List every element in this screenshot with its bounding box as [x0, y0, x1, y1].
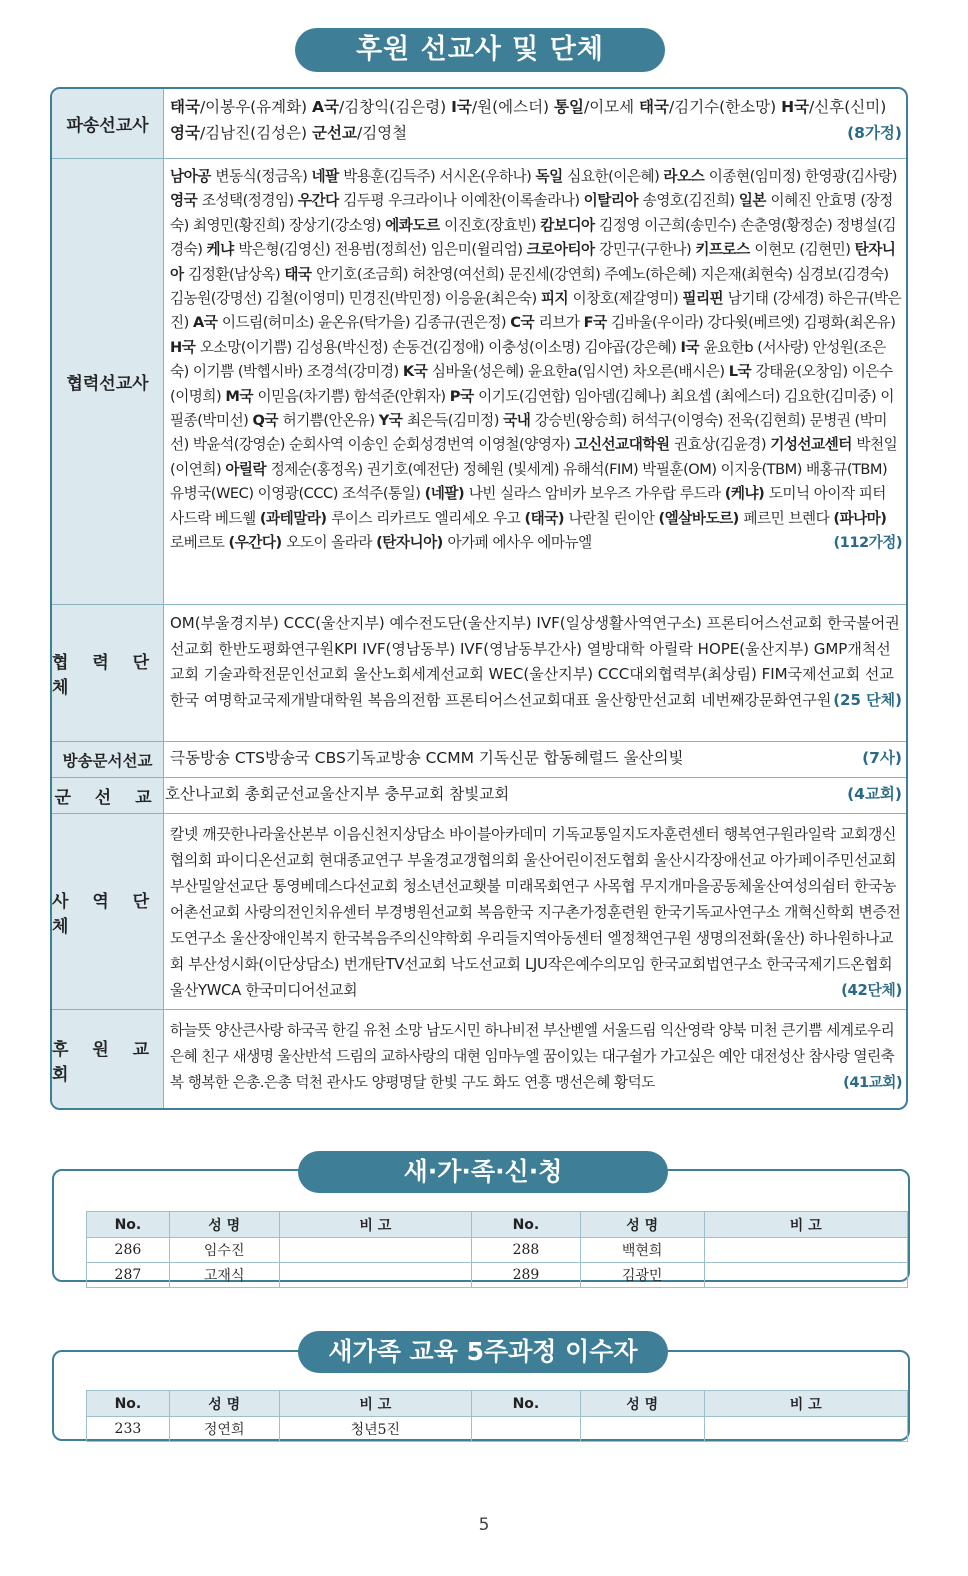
table-cell: 287: [87, 1263, 170, 1288]
section-row: [52, 814, 908, 1010]
section-heading-text: I국: [451, 98, 472, 116]
section-text: 권효상(김윤경): [674, 436, 771, 454]
section-text: /김남진(김성은): [199, 123, 313, 142]
section-text: 이믿음(차기쁨) 함석준(안휘자): [257, 387, 450, 405]
section-heading-text: 남아공: [170, 168, 216, 185]
table-header-row: [87, 1391, 908, 1417]
section-heading-text: 기성선교센터: [770, 436, 857, 454]
section-text: 강태윤(오창임) 이은수(이명희): [170, 363, 893, 405]
section-text: 정제순(홍정옥) 권기호(예전단) 정혜원 (빛세계) 유해석(FIM) 박필훈(OM) 이지웅(TBM) 배홍규(TBM) 유병국(WEC) 이영광(CCC) 조석주(통일): [170, 460, 888, 503]
section-text: 나란칠 린이안: [568, 509, 659, 527]
section-heading-text: F국: [583, 314, 612, 332]
table-cell: 289: [472, 1263, 581, 1288]
section-text: 변동식(정금옥): [215, 168, 312, 185]
table-row: [87, 1238, 908, 1263]
section-heading-text: A국: [312, 98, 340, 116]
section-heading-text: (탄자니아): [376, 534, 448, 552]
page-number: 5: [478, 1515, 490, 1535]
section-heading-text: 네팔: [311, 168, 344, 185]
page-title: 후원 선교사 및 단체: [295, 28, 665, 72]
section-heading-text: 영국: [170, 192, 202, 210]
section-text: 안기호(조금희) 허찬영(여선희) 문진세(강연희) 주예노(하은혜) 지은재(최현숙) 심경보(김경숙) 김농원(강명선) 김철(이영미) 민경진(박민정) 이응윤(최은숙): [170, 265, 889, 308]
table-cell: 청년5진: [279, 1417, 471, 1442]
section-row: [52, 778, 908, 814]
section-heading-text: 군선교: [312, 123, 357, 142]
col-header: No.: [472, 1391, 581, 1417]
table-cell: [279, 1238, 471, 1263]
education-title: 새가족 교육 5주과정 이수자: [298, 1331, 668, 1373]
section-heading-text: (과테말라): [259, 509, 332, 527]
col-header: No.: [87, 1391, 170, 1417]
section-text: 이진호(장효빈): [444, 216, 541, 234]
section-heading-text: (엘살바도르): [658, 509, 744, 527]
section-text: 강승빈(왕승희) 허석구(이영숙) 전욱(김현희) 문병권 (박미선) 박윤석(강영순) 순회사역 이송인 순회성경번역 이영철(양영자): [170, 412, 887, 454]
section-content: [170, 95, 902, 146]
table-cell: [704, 1263, 908, 1288]
new-family-title: 새·가·족·신·청: [298, 1151, 668, 1193]
col-header: 성 명: [169, 1212, 279, 1238]
section-content: [170, 611, 902, 713]
section-text: 아가페 에사우 에마뉴엘: [447, 534, 592, 552]
section-heading-text: 키프로스: [695, 241, 755, 259]
section-text: 도미닉 아이작 피터 사드락 베드웰: [170, 485, 886, 527]
section-label: 파송선교사: [52, 89, 164, 158]
section-heading-text: Y국: [378, 412, 407, 430]
mission-table: [50, 87, 908, 1110]
section-content: [170, 822, 902, 1004]
section-text: 남기태 (강세경) 하은규(박은진): [170, 290, 902, 332]
table-cell: 288: [472, 1238, 581, 1263]
section-heading-text: P국: [449, 387, 479, 405]
section-text: 리브가: [538, 314, 584, 332]
table-row: [87, 1263, 908, 1288]
col-header: 성 명: [580, 1391, 704, 1417]
col-header: 비 고: [704, 1212, 908, 1238]
section-heading-text: A국: [192, 314, 222, 332]
section-text: /이봉우(유계화): [199, 98, 313, 116]
section-text: 이창호(제갈영미): [572, 290, 683, 308]
section-heading-text: (태국): [524, 509, 569, 527]
section-total: (42단체): [841, 982, 902, 999]
education-table: [86, 1390, 908, 1442]
section-total: (7사): [862, 749, 902, 767]
section-text: 김바울(우이라) 강다윗(베르엣) 김평화(최온유): [611, 314, 896, 332]
section-text: /원(에스더): [471, 98, 555, 116]
table-cell: 임수진: [169, 1238, 279, 1263]
section-text: 페르민 브렌다: [743, 509, 834, 527]
col-header: No.: [472, 1212, 581, 1238]
section-text: 이혜진 안효명 (장정숙) 최영민(황진희) 장상기(강소영): [170, 192, 893, 234]
section-heading-text: (우간다): [228, 534, 287, 552]
section-text: 이드림(허미소) 윤온유(탁가을) 김종규(권은정): [221, 314, 511, 332]
section-heading-text: 에콰도르: [385, 216, 445, 234]
section-text: /신후(신미): [809, 98, 887, 116]
table-cell: 백현희: [580, 1238, 704, 1263]
section-heading-text: 일본: [738, 192, 771, 210]
section-text: /김창익(김은령): [339, 98, 452, 116]
table-cell: 286: [87, 1238, 170, 1263]
section-heading-text: 영국: [170, 123, 200, 142]
section-text: 이기도(김연합) 임아뎀(김혜나) 최요셉 (최에스더) 김요한(김미중) 이필종(박미선): [170, 387, 894, 430]
col-header: 성 명: [580, 1212, 704, 1238]
table-cell: [279, 1263, 471, 1288]
section-row: [52, 605, 908, 742]
section-label: 후 원 교 회: [52, 1010, 164, 1110]
table-cell: 김광민: [580, 1263, 704, 1288]
section-label: 군 선 교: [52, 778, 164, 813]
section-heading-text: 캄보디아: [540, 216, 600, 234]
section-label: 협력선교사: [52, 159, 164, 604]
col-header: 비 고: [704, 1391, 908, 1417]
section-text: 최은득(김미정): [406, 412, 504, 430]
section-heading-text: 필리핀: [682, 290, 728, 308]
section-text: 오소망(이기쁨) 김성용(박신정) 손동건(김정애) 이충성(이소명) 김야곱(강은혜): [199, 338, 681, 356]
section-text: 김정환(남상옥): [188, 265, 285, 283]
section-text: 하늘뜻 양산큰사랑 하국곡 한길 유천 소망 남도시민 하나비전 부산벧엘 서울드림 익산영락 양북 미천 큰기쁨 세계로우리 은혜 친구 새생명 울산반석 드림의 교하사랑의 대현 임마누엘 꿈이있는 대구쉴가 가고싶은 예안 대전성산 참사랑 열린축복 행복한 은총.은총 덕천 관사도 양평명달 한빛 구도 화도 연흥 맹선은혜 황덕도: [170, 1022, 895, 1091]
section-content: [170, 746, 902, 772]
section-heading-text: 우간다: [297, 192, 344, 210]
section-total: (25 단체): [833, 690, 902, 709]
section-content: [165, 782, 902, 808]
section-text: 루이스 리카르도 엘리세오 우고: [331, 509, 525, 527]
table-cell: [704, 1417, 908, 1442]
section-text: 심요한(이은혜): [567, 168, 664, 185]
section-heading-text: (네팔): [424, 485, 469, 503]
section-heading-text: M국: [225, 387, 258, 405]
section-total: (41교회): [843, 1074, 902, 1091]
section-heading-text: 태국: [284, 265, 317, 283]
table-cell: [472, 1417, 581, 1442]
section-heading-text: 탄자니아: [170, 241, 896, 283]
section-content: [170, 1018, 902, 1096]
section-text: 송영호(김진희): [642, 192, 739, 210]
section-row: [52, 1010, 908, 1110]
table-header-row: [87, 1212, 908, 1238]
col-header: No.: [87, 1212, 170, 1238]
section-heading-text: 케냐: [206, 241, 239, 259]
section-label: 사 역 단 체: [52, 814, 164, 1009]
section-row: [52, 89, 908, 159]
section-text: 이종현(임미정) 한영광(김사랑): [708, 168, 897, 185]
section-heading-text: H국: [781, 98, 810, 116]
section-label: 협 력 단 체: [52, 605, 164, 741]
section-text: 박은형(김영신) 전용범(정희선) 임은미(윌리엄): [238, 241, 527, 259]
section-heading-text: I국: [680, 338, 704, 356]
section-heading-text: 크로아티아: [526, 241, 600, 259]
section-row: [52, 742, 908, 778]
table-cell: [580, 1417, 704, 1442]
section-heading-text: 태국: [170, 98, 200, 116]
section-text: OM(부울경지부) CCC(울산지부) 예수전도단(울산지부) IVF(일상생활사역연구소) 프론티어스선교회 한국불어권선교회 한반도평화연구원KPI IVF(영남동부) IVF(영남동부간사) 열방대학 아릴락 HOPE(울산지부) GMP개척선교회 기술과학전문인선교회 울산노회세계선교회 WEC(울산지부) CCC대외협력부(최상림) FIM국제선교회 선교한국 여명학교국제개발대학원 복음의전함 프론티어스선교회대표 울산항만선교회 네번째강문화연구원: [170, 614, 900, 709]
section-heading-text: C국: [510, 314, 539, 332]
section-heading-text: 국내: [503, 412, 535, 430]
section-text: 김두평 우크라이나 이예찬(이록솔라나): [343, 192, 584, 210]
section-heading-text: 태국: [639, 98, 669, 116]
section-text: 박천일(이연희): [170, 436, 898, 478]
section-heading-text: 아릴락: [225, 460, 271, 478]
new-family-table: [86, 1211, 908, 1288]
section-total: (112가정): [833, 534, 902, 552]
table-row: [87, 1417, 908, 1442]
section-heading-text: Q국: [252, 412, 283, 430]
section-text: /김기수(한소망): [669, 98, 782, 116]
section-heading-text: 이탈리아: [583, 192, 643, 210]
section-text: 윤요한b (서사랑) 안성원(조은숙) 이기쁨 (박헵시바) 조경석(강미경): [170, 338, 886, 381]
section-heading-text: 고신선교대학원: [574, 436, 675, 454]
section-text: 호산나교회 총회군선교울산지부 충무교회 참빛교회: [165, 785, 510, 803]
section-heading-text: (파나마): [833, 509, 887, 527]
section-text: 로베르토: [170, 534, 229, 552]
col-header: 성 명: [169, 1391, 279, 1417]
section-text: /이모세: [583, 98, 640, 116]
section-text: 박용훈(김득주) 서시온(우하나): [343, 168, 536, 185]
table-cell: [704, 1238, 908, 1263]
section-heading-text: (케냐): [724, 485, 769, 503]
table-cell: 233: [87, 1417, 170, 1442]
section-text: 나빈 실라스 암비카 보우즈 가우랍 루드라: [468, 485, 725, 503]
section-text: 오도이 올라라: [286, 534, 377, 552]
col-header: 비 고: [279, 1212, 471, 1238]
section-heading-text: 라오스: [663, 168, 709, 185]
section-heading-text: 독일: [535, 168, 568, 185]
col-header: 비 고: [279, 1391, 471, 1417]
section-content: [170, 165, 902, 556]
section-text: 심바울(성은혜) 윤요한a(임시연) 차오른(배시은): [431, 363, 729, 381]
table-cell: 정연희: [169, 1417, 279, 1442]
section-text: 강민구(구한나): [599, 241, 696, 259]
section-row: [52, 159, 908, 605]
section-text: 허기쁨(안온유): [282, 412, 379, 430]
section-heading-text: L국: [728, 363, 756, 381]
section-total: (8가정): [847, 123, 902, 142]
section-text: 조성택(정경임): [201, 192, 298, 210]
section-text: /김영철: [356, 123, 408, 142]
section-text: 극동방송 CTS방송국 CBS기독교방송 CCMM 기독신문 합동헤럴드 울산의빛: [170, 749, 684, 767]
section-text: 김정영 이근희(송민수) 손춘영(황정순) 정병설(김경숙): [170, 216, 896, 259]
section-text: 칼넷 깨끗한나라울산본부 이음신천지상담소 바이블아카데미 기독교통일지도자훈련센터 행복연구원라일락 교회갱신협의회 파이디온선교회 현대종교연구 부울경교갱협의회 울산어린이전도협회 울산시각장애선교 아가페이주민선교회 부산밀알선교단 통영베데스다선교회 청소년선교횃불 미래목회연구 사목협 무지개마을공동체울산여성의쉼터 한국농어촌선교회 사랑의전인치유센터 부경병원선교회 복음한국 지구촌가정훈련원 한국기독교사연구소 개혁신학회 변증전도연구소 울산장애인복지 한국복음주의신약학회 우리들지역아동센터 엘정책연구원 생명의전화(울산) 하나원하나교회 부산성시화(이단상담소) 번개탄TV선교회 낙도선교회 LJU작은예수의모임 한국교회법연구소 한국국제기드온협회 울산YWCA 한국미디어선교회: [170, 826, 901, 999]
section-heading-text: H국: [170, 338, 200, 356]
section-heading-text: 피지: [540, 290, 573, 308]
section-heading-text: K국: [402, 363, 432, 381]
table-cell: 고재식: [169, 1263, 279, 1288]
section-total: (4교회): [847, 785, 902, 803]
section-heading-text: 통일: [554, 98, 584, 116]
section-label: 방송문서선교: [52, 742, 164, 777]
section-text: 이현모 (김현민): [754, 241, 855, 259]
